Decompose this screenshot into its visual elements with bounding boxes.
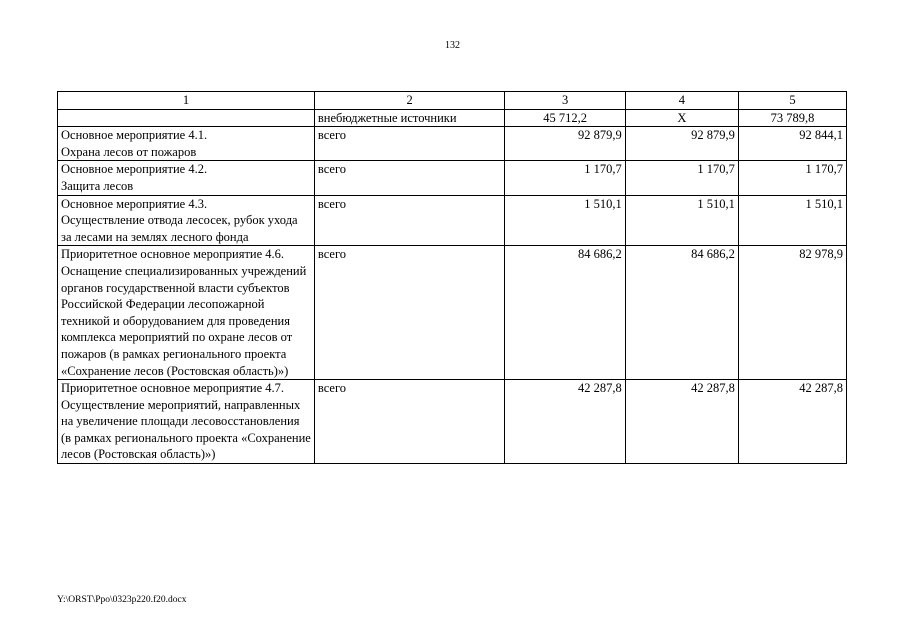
header-cell: 2 [314,92,505,110]
table-row [58,246,847,380]
value-cell: 42 287,8 [738,380,846,464]
funding-source-cell: всего [314,380,505,464]
measure-name-cell [58,109,315,127]
value-cell: 1 510,1 [505,195,625,246]
measure-name-cell: Приоритетное основное мероприятие 4.7. Осуществление мероприятий, направленных на увеличение площади лесовосстановления (в рамках регионального проекта «Сохранение лесов (Ростовская область)») [58,380,315,464]
table-header-row [58,92,847,110]
value-cell: 82 978,9 [738,246,846,380]
funding-source-cell: всего [314,127,505,161]
header-cell: 4 [625,92,738,110]
measure-name-cell: Приоритетное основное мероприятие 4.6. Оснащение специализированных учреждений органов государственной власти субъектов Российской Федерации лесопожарной техникой и оборудованием для проведения комплекса мероприятий по охране лесов от пожаров (в рамках регионального проекта «Сохранение лесов (Ростовская область)») [58,246,315,380]
measure-title: Основное мероприятие 4.2. Защита лесов [61,162,208,193]
value-cell: 1 510,1 [625,195,738,246]
value-cell: 92 879,9 [505,127,625,161]
measure-name-cell [58,161,315,195]
document-file-path: Y:\ORST\Ppo\0323p220.f20.docx [57,595,187,605]
funding-source-cell: всего [314,195,505,246]
header-cell: 5 [738,92,846,110]
measure-title: Основное мероприятие 4.3. Осуществление отвода лесосек, рубок ухода за лесами на землях лесного фонда [61,196,298,244]
table-row [58,109,847,127]
value-cell: Х [625,109,738,127]
value-cell: 84 686,2 [505,246,625,380]
table-row [58,380,847,464]
page-number: 132 [445,40,460,51]
table-row [58,161,847,195]
table-row [58,127,847,161]
value-cell: 1 170,7 [625,161,738,195]
value-cell: 92 879,9 [625,127,738,161]
value-cell: 92 844,1 [738,127,846,161]
header-cell: 3 [505,92,625,110]
funding-source-cell: внебюджетные источники [314,109,505,127]
value-cell: 45 712,2 [505,109,625,127]
value-cell: 1 170,7 [738,161,846,195]
header-cell: 1 [58,92,315,110]
funding-source-cell: всего [314,161,505,195]
budget-table [57,91,847,464]
table-row [58,195,847,246]
value-cell: 42 287,8 [505,380,625,464]
value-cell: 84 686,2 [625,246,738,380]
value-cell: 42 287,8 [625,380,738,464]
value-cell: 1 170,7 [505,161,625,195]
measure-name-cell [58,195,315,246]
funding-source-cell: всего [314,246,505,380]
value-cell: 73 789,8 [738,109,846,127]
value-cell: 1 510,1 [738,195,846,246]
measure-name-cell [58,127,315,161]
measure-title: Основное мероприятие 4.1. Охрана лесов от пожаров [61,128,208,159]
